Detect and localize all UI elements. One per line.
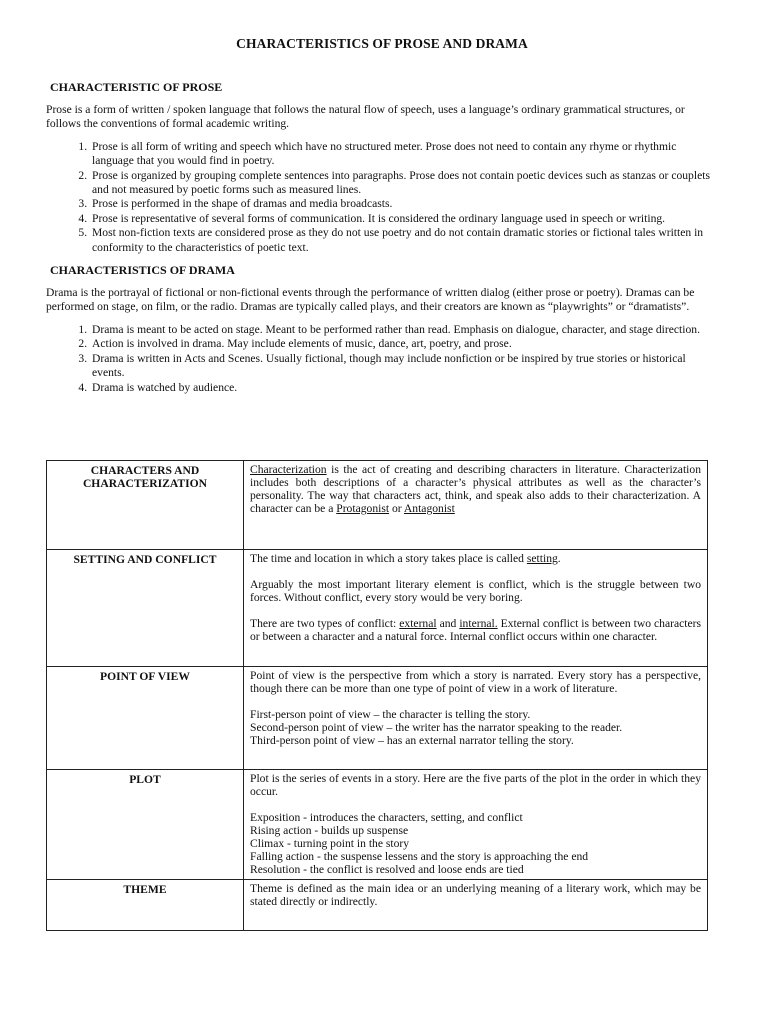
table-row [47, 667, 708, 770]
term-external: external [399, 617, 437, 630]
table-desc-characters: Characterization is the act of creating and describing characters in literature. Characterization includes both descriptions of a character’s physical attributes as well as the character’s personality. The way that characters act, think, and speak also adds to their characterization. A character can be a Protagonist or Antagonist [244, 461, 708, 550]
term-characterization: Characterization [250, 463, 327, 476]
list-item: 3. Drama is written in Acts and Scenes. Usually fictional, though may include nonfiction or be inspired by true stories or historical events. [90, 352, 718, 381]
table-row [47, 550, 708, 667]
list-item: 2. Action is involved in drama. May include elements of music, dance, art, poetry, and prose. [90, 337, 718, 351]
literary-elements-table [46, 460, 708, 931]
drama-heading: CHARACTERISTICS OF DRAMA [50, 263, 235, 278]
table-row [47, 880, 708, 931]
list-item: 2. Prose is organized by grouping complete sentences into paragraphs. Prose does not contain poetic devices such as stanzas or couplets and not measured by poetic forms such as measured lines. [90, 169, 718, 198]
table-desc-setting: The time and location in which a story takes place is called setting. Arguably the most important literary element is conflict, which is the struggle between two forces. Without conflict, every story would be very boring. There are two types of conflict: external and internal. External conflict is between two characters or between a character and a natural force. Internal conflict occurs within one character. [244, 550, 708, 667]
term-setting: setting [526, 552, 558, 565]
table-row [47, 461, 708, 550]
list-item: 4. Drama is watched by audience. [90, 381, 718, 395]
table-desc-pov: Point of view is the perspective from which a story is narrated. Every story has a perspective, though there can be more than one type of point of view in a work of literature. First-person point of view – the character is telling the story. Second-person point of view – the writer has the narrator speaking to the reader. Third-person point of view – has an external narrator telling the story. [244, 667, 708, 770]
list-item: 3. Prose is performed in the shape of dramas and media broadcasts. [90, 197, 718, 211]
drama-intro: Drama is the portrayal of fictional or non-fictional events through the performance of written dialog (either prose or poetry). Dramas can be performed on stage, on film, or the radio. Dramas are typically called plays, and their creators are known as “playwrights” or “dramatists”. [46, 286, 695, 314]
list-item: 1. Prose is all form of writing and speech which have no structured meter. Prose does not need to contain any rhyme or rhythmic language that you would find in poetry. [90, 140, 718, 169]
table-label-theme: THEME [47, 880, 244, 931]
prose-list [46, 140, 718, 255]
prose-intro: Prose is a form of written / spoken language that follows the natural flow of speech, uses a language’s ordinary grammatical structures, or follows the conventions of formal academic writing. [46, 103, 685, 131]
prose-heading: CHARACTERISTIC OF PROSE [50, 80, 223, 94]
list-item: 5. Most non-fiction texts are considered prose as they do not use poetry and do not contain dramatic stories or fictional tales written in conformity to the characteristics of poetic text. [90, 226, 718, 255]
plot-part: Rising action - builds up suspense [250, 824, 409, 837]
table-label-plot: PLOT [47, 770, 244, 880]
plot-part: Falling action - the suspense lessens and the story is approaching the end [250, 850, 589, 863]
table-desc-theme: Theme is defined as the main idea or an underlying meaning of a literary work, which may be stated directly or indirectly. [244, 880, 708, 931]
table-label-pov: POINT OF VIEW [47, 667, 244, 770]
plot-part: Exposition - introduces the characters, setting, and conflict [250, 811, 523, 824]
pov-second: Second-person point of view – the writer has the narrator speaking to the reader. [250, 721, 623, 734]
list-item: 4. Prose is representative of several forms of communication. It is considered the ordinary language used in speech or writing. [90, 212, 718, 226]
pov-third: Third-person point of view – has an external narrator telling the story. [250, 734, 574, 747]
term-internal: internal. [459, 617, 498, 630]
conflict-paragraph: Arguably the most important literary element is conflict, which is the struggle between two forces. Without conflict, every story would be very boring. [250, 578, 701, 604]
term-antagonist: Antagonist [403, 502, 455, 515]
list-item: 1. Drama is meant to be acted on stage. Meant to be performed rather than read. Emphasis on dialogue, character, and stage direction. [90, 323, 718, 337]
pov-first: First-person point of view – the character is telling the story. [250, 708, 531, 721]
table-label-setting: SETTING AND CONFLICT [47, 550, 244, 667]
table-row [47, 770, 708, 880]
term-protagonist: Protagonist [336, 502, 390, 515]
table-desc-plot: Plot is the series of events in a story. Here are the five parts of the plot in the order in which they occur. Exposition - introduces the characters, setting, and conflict Rising action - builds up suspense Climax - turning point in the story Falling action - the suspense lessens and the story is approaching the end Resolution - the conflict is resolved and loose ends are tied [244, 770, 708, 880]
table-label-characters: CHARACTERS AND CHARACTERIZATION [47, 461, 244, 550]
plot-part: Resolution - the conflict is resolved and loose ends are tied [250, 863, 524, 876]
drama-list [46, 323, 718, 395]
plot-part: Climax - turning point in the story [250, 837, 410, 850]
document-title: CHARACTERISTICS OF PROSE AND DRAMA [236, 36, 528, 51]
